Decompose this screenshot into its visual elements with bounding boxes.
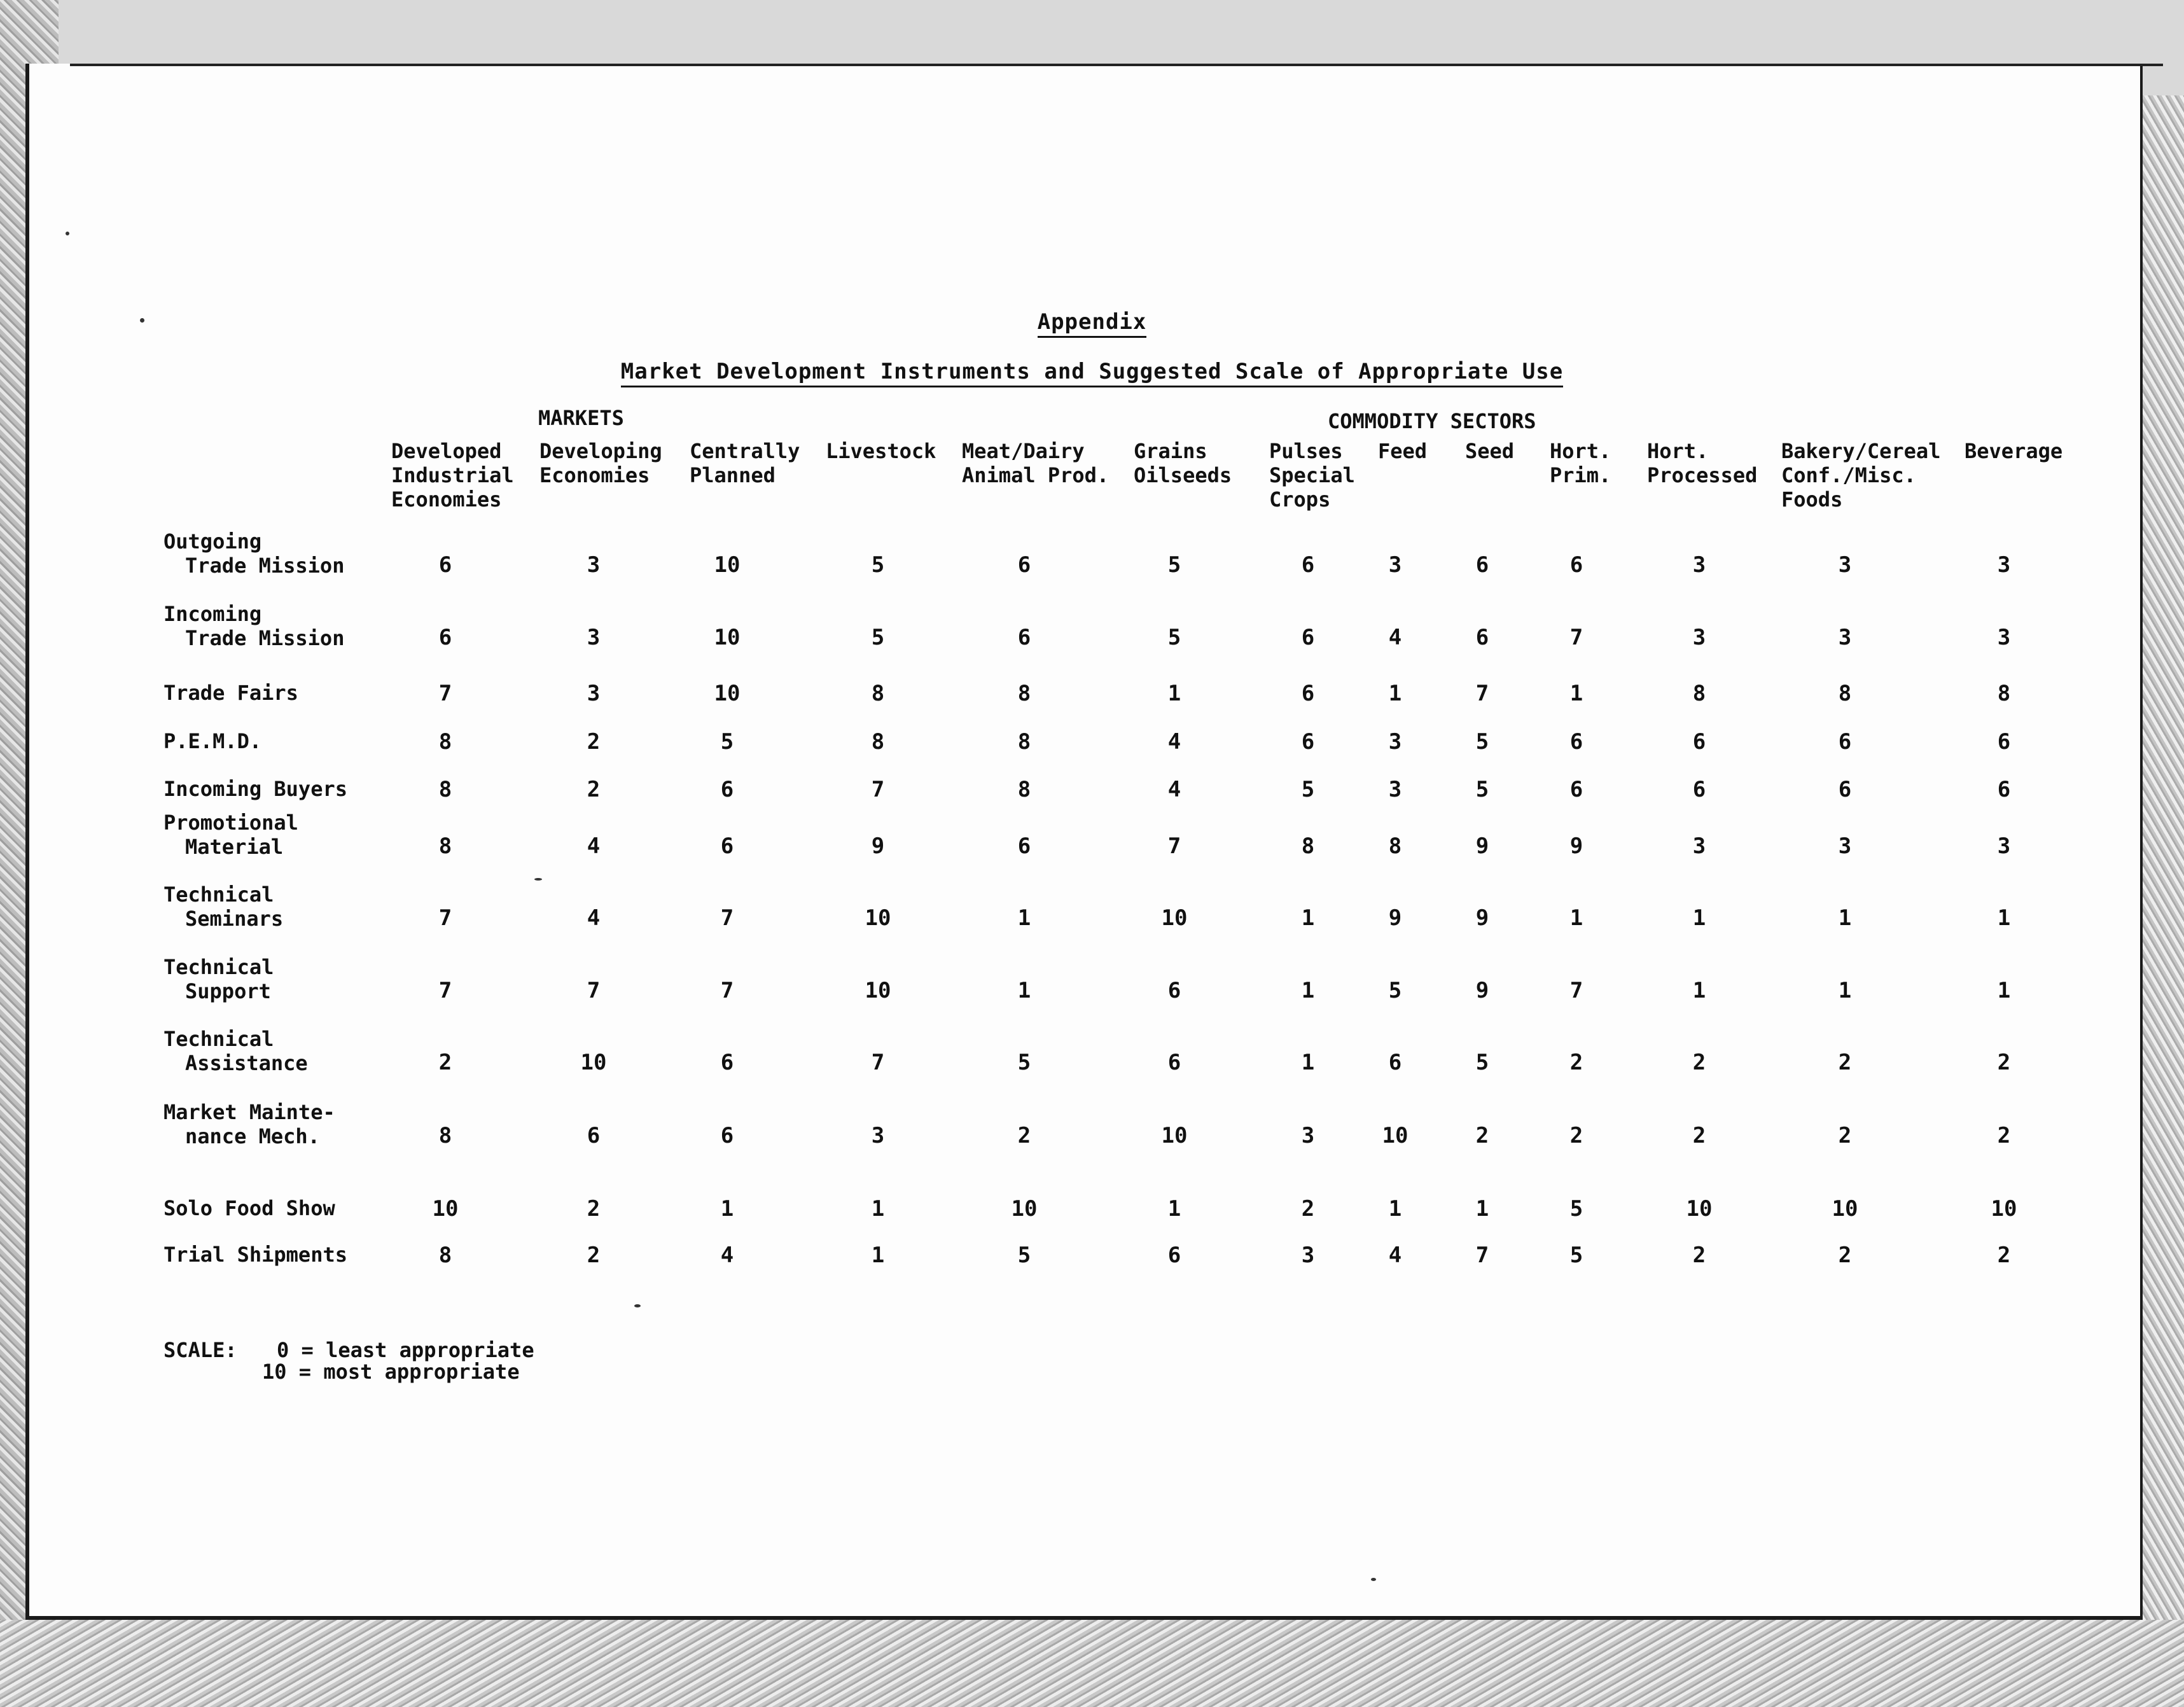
table-cell: 3 bbox=[1692, 625, 1706, 650]
column-header bbox=[1550, 439, 1611, 487]
row-label bbox=[163, 777, 347, 801]
table-cell: 3 bbox=[1997, 552, 2011, 578]
column-header-line: Prim. bbox=[1550, 463, 1611, 487]
table-cell: 5 bbox=[1475, 1050, 1489, 1075]
table-cell: 8 bbox=[1997, 681, 2011, 706]
table-cell: 7 bbox=[587, 978, 601, 1003]
column-header bbox=[1465, 439, 1514, 463]
table-cell: 1 bbox=[1569, 905, 1583, 931]
table-cell: 6 bbox=[1997, 729, 2011, 755]
page-title bbox=[0, 309, 2184, 335]
table-cell: 3 bbox=[1997, 833, 2011, 859]
table-cell: 9 bbox=[1388, 905, 1402, 931]
group-label-markets: MARKETS bbox=[538, 406, 624, 430]
table-cell: 3 bbox=[1301, 1123, 1315, 1148]
scan-speck bbox=[140, 318, 144, 323]
table-cell: 4 bbox=[587, 833, 601, 859]
table-cell: 3 bbox=[587, 681, 601, 706]
table-cell: 2 bbox=[1838, 1050, 1852, 1075]
table-cell: 8 bbox=[438, 777, 452, 802]
table-cell: 3 bbox=[1388, 729, 1402, 755]
table-cell: 6 bbox=[720, 1123, 734, 1148]
row-label-line: Trade Mission bbox=[185, 554, 345, 578]
row-label-line: Support bbox=[185, 979, 271, 1003]
table-cell: 1 bbox=[1017, 905, 1031, 931]
scan-speck bbox=[66, 232, 69, 235]
table-cell: 6 bbox=[1838, 777, 1852, 802]
table-cell: 10 bbox=[1161, 1123, 1188, 1148]
table-cell: 6 bbox=[1569, 729, 1583, 755]
column-header-line: Economies bbox=[539, 463, 650, 487]
table-cell: 1 bbox=[1301, 1050, 1315, 1075]
row-label-line: Assistance bbox=[185, 1051, 308, 1075]
page-title-text: Appendix bbox=[1038, 309, 1147, 338]
table-cell: 10 bbox=[714, 681, 741, 706]
table-cell: 6 bbox=[1017, 625, 1031, 650]
table-cell: 3 bbox=[1388, 552, 1402, 578]
table-cell: 1 bbox=[871, 1243, 885, 1268]
row-label bbox=[163, 529, 344, 578]
table-cell: 6 bbox=[1301, 681, 1315, 706]
table-cell: 6 bbox=[1017, 833, 1031, 859]
top-rule bbox=[70, 64, 2163, 66]
table-cell: 10 bbox=[865, 905, 891, 931]
table-cell: 2 bbox=[1692, 1050, 1706, 1075]
table-cell: 6 bbox=[720, 833, 734, 859]
table-cell: 2 bbox=[1301, 1196, 1315, 1222]
table-cell: 3 bbox=[1838, 833, 1852, 859]
table-cell: 10 bbox=[432, 1196, 459, 1222]
table-cell: 1 bbox=[1997, 905, 2011, 931]
column-header-line: Beverage bbox=[1965, 439, 2063, 463]
column-header-line: Crops bbox=[1269, 487, 1331, 512]
table-cell: 5 bbox=[1569, 1196, 1583, 1222]
row-label-line: Technical bbox=[163, 955, 274, 979]
table-cell: 7 bbox=[1167, 833, 1181, 859]
table-cell: 10 bbox=[714, 552, 741, 578]
group-label-commodity-sectors: COMMODITY SECTORS bbox=[1328, 409, 1536, 433]
row-label bbox=[163, 811, 298, 859]
table-cell: 1 bbox=[1475, 1196, 1489, 1222]
table-cell: 1 bbox=[1997, 978, 2011, 1003]
table-cell: 4 bbox=[587, 905, 601, 931]
table-cell: 2 bbox=[438, 1050, 452, 1075]
scan-speck bbox=[634, 1304, 641, 1307]
table-cell: 2 bbox=[587, 1196, 601, 1222]
table-cell: 2 bbox=[1569, 1123, 1583, 1148]
table-cell: 8 bbox=[1301, 833, 1315, 859]
row-label bbox=[163, 729, 261, 753]
table-cell: 7 bbox=[871, 1050, 885, 1075]
table-cell: 4 bbox=[1388, 1243, 1402, 1268]
row-label-line: Market Mainte- bbox=[163, 1100, 335, 1124]
table-cell: 10 bbox=[714, 625, 741, 650]
column-header-line: Developing bbox=[539, 439, 662, 463]
row-label-line: nance Mech. bbox=[185, 1124, 320, 1148]
table-cell: 9 bbox=[1475, 978, 1489, 1003]
table-cell: 5 bbox=[1167, 625, 1181, 650]
column-header-line: Planned bbox=[690, 463, 776, 487]
table-cell: 1 bbox=[1167, 681, 1181, 706]
row-label-line: Outgoing bbox=[163, 529, 262, 554]
table-cell: 3 bbox=[1301, 1243, 1315, 1268]
row-label-line: Incoming bbox=[163, 602, 262, 626]
column-header bbox=[1647, 439, 1757, 487]
table-cell: 6 bbox=[1569, 777, 1583, 802]
table-cell: 1 bbox=[1017, 978, 1031, 1003]
row-label bbox=[163, 882, 283, 931]
row-label bbox=[163, 1196, 335, 1220]
table-cell: 6 bbox=[720, 777, 734, 802]
table-cell: 7 bbox=[871, 777, 885, 802]
row-label-line: Material bbox=[185, 835, 284, 859]
table-cell: 7 bbox=[1475, 1243, 1489, 1268]
table-cell: 6 bbox=[720, 1050, 734, 1075]
table-cell: 5 bbox=[1569, 1243, 1583, 1268]
table-cell: 5 bbox=[1017, 1050, 1031, 1075]
table-cell: 3 bbox=[1388, 777, 1402, 802]
table-cell: 7 bbox=[438, 905, 452, 931]
row-label-line: Technical bbox=[163, 882, 274, 907]
table-cell: 3 bbox=[587, 552, 601, 578]
table-cell: 2 bbox=[1838, 1123, 1852, 1148]
table-cell: 2 bbox=[1569, 1050, 1583, 1075]
column-header-line: Centrally bbox=[690, 439, 800, 463]
column-header-line: Pulses bbox=[1269, 439, 1343, 463]
table-cell: 3 bbox=[587, 625, 601, 650]
table-cell: 7 bbox=[1475, 681, 1489, 706]
table-cell: 4 bbox=[1167, 777, 1181, 802]
table-cell: 6 bbox=[1167, 1243, 1181, 1268]
column-header bbox=[962, 439, 1109, 487]
row-label-line: Technical bbox=[163, 1027, 274, 1051]
table-cell: 8 bbox=[438, 729, 452, 755]
table-cell: 3 bbox=[1692, 552, 1706, 578]
column-header bbox=[690, 439, 800, 487]
table-cell: 8 bbox=[1017, 681, 1031, 706]
column-header-line: Conf./Misc. bbox=[1781, 463, 1916, 487]
row-label-line: Trial Shipments bbox=[163, 1243, 347, 1267]
table-cell: 2 bbox=[1997, 1050, 2011, 1075]
table-cell: 4 bbox=[1167, 729, 1181, 755]
row-label bbox=[163, 602, 344, 650]
table-cell: 2 bbox=[587, 1243, 601, 1268]
row-label bbox=[163, 1100, 335, 1148]
column-header-line: Economies bbox=[391, 487, 502, 512]
table-cell: 10 bbox=[1382, 1123, 1408, 1148]
table-cell: 7 bbox=[720, 905, 734, 931]
table-cell: 1 bbox=[871, 1196, 885, 1222]
table-cell: 6 bbox=[1692, 777, 1706, 802]
column-header bbox=[1134, 439, 1232, 487]
table-cell: 6 bbox=[1301, 729, 1315, 755]
column-header-line: Animal Prod. bbox=[962, 463, 1109, 487]
table-cell: 6 bbox=[1388, 1050, 1402, 1075]
table-cell: 5 bbox=[1017, 1243, 1031, 1268]
column-header bbox=[826, 439, 936, 463]
column-header bbox=[1965, 439, 2062, 463]
table-cell: 8 bbox=[438, 1123, 452, 1148]
column-header-line: Hort. bbox=[1647, 439, 1709, 463]
table-cell: 7 bbox=[1569, 978, 1583, 1003]
table-cell: 8 bbox=[871, 681, 885, 706]
table-cell: 2 bbox=[1692, 1243, 1706, 1268]
table-cell: 1 bbox=[1838, 905, 1852, 931]
table-cell: 5 bbox=[871, 552, 885, 578]
row-label bbox=[163, 955, 274, 1003]
column-header bbox=[1781, 439, 1940, 512]
table-cell: 10 bbox=[1161, 905, 1188, 931]
column-header bbox=[391, 439, 514, 512]
table-cell: 6 bbox=[1569, 552, 1583, 578]
table-cell: 8 bbox=[1692, 681, 1706, 706]
table-cell: 2 bbox=[1997, 1123, 2011, 1148]
table-cell: 3 bbox=[871, 1123, 885, 1148]
table-cell: 3 bbox=[1838, 625, 1852, 650]
table-cell: 5 bbox=[1475, 777, 1489, 802]
row-label bbox=[163, 1027, 308, 1075]
column-header-line: Grains bbox=[1134, 439, 1207, 463]
table-cell: 10 bbox=[1832, 1196, 1858, 1222]
table-cell: 9 bbox=[1475, 833, 1489, 859]
table-cell: 8 bbox=[1838, 681, 1852, 706]
table-cell: 6 bbox=[1301, 552, 1315, 578]
table-cell: 10 bbox=[580, 1050, 607, 1075]
table-cell: 5 bbox=[871, 625, 885, 650]
column-header-line: Livestock bbox=[826, 439, 936, 463]
row-label-line: Seminars bbox=[185, 907, 284, 931]
row-label-line: P.E.M.D. bbox=[163, 729, 262, 753]
table-cell: 5 bbox=[1167, 552, 1181, 578]
table-cell: 6 bbox=[438, 552, 452, 578]
table-cell: 1 bbox=[1301, 978, 1315, 1003]
row-label-line: Solo Food Show bbox=[163, 1196, 335, 1220]
table-cell: 5 bbox=[720, 729, 734, 755]
column-header-line: Developed bbox=[391, 439, 502, 463]
table-cell: 2 bbox=[1838, 1243, 1852, 1268]
column-header bbox=[1378, 439, 1427, 463]
column-header-line: Bakery/Cereal bbox=[1781, 439, 1941, 463]
table-cell: 1 bbox=[1388, 681, 1402, 706]
table-cell: 7 bbox=[720, 978, 734, 1003]
table-cell: 1 bbox=[1569, 681, 1583, 706]
table-cell: 7 bbox=[438, 978, 452, 1003]
table-cell: 2 bbox=[1017, 1123, 1031, 1148]
table-cell: 6 bbox=[1475, 552, 1489, 578]
table-cell: 6 bbox=[587, 1123, 601, 1148]
row-label-line: Trade Mission bbox=[185, 626, 345, 650]
table-cell: 8 bbox=[1388, 833, 1402, 859]
table-cell: 9 bbox=[1475, 905, 1489, 931]
column-header bbox=[539, 439, 662, 487]
table-cell: 2 bbox=[1692, 1123, 1706, 1148]
scale-key: SCALE: bbox=[163, 1338, 237, 1362]
table-cell: 10 bbox=[1011, 1196, 1038, 1222]
row-label-line: Trade Fairs bbox=[163, 681, 298, 705]
table-cell: 2 bbox=[587, 777, 601, 802]
column-header bbox=[1269, 439, 1355, 512]
column-header-line: Meat/Dairy bbox=[962, 439, 1085, 463]
table-cell: 10 bbox=[1686, 1196, 1713, 1222]
table-cell: 10 bbox=[1991, 1196, 2017, 1222]
column-header-line: Seed bbox=[1465, 439, 1515, 463]
column-header-line: Feed bbox=[1378, 439, 1428, 463]
table-cell: 1 bbox=[1692, 978, 1706, 1003]
table-cell: 10 bbox=[865, 978, 891, 1003]
table-cell: 1 bbox=[1838, 978, 1852, 1003]
table-cell: 8 bbox=[1017, 777, 1031, 802]
row-label-line: Promotional bbox=[163, 811, 298, 835]
table-cell: 2 bbox=[1997, 1243, 2011, 1268]
table-cell: 5 bbox=[1388, 978, 1402, 1003]
page-subtitle bbox=[0, 359, 2184, 384]
column-header-line: Processed bbox=[1647, 463, 1758, 487]
table-cell: 6 bbox=[1692, 729, 1706, 755]
table-cell: 3 bbox=[1692, 833, 1706, 859]
table-cell: 7 bbox=[1569, 625, 1583, 650]
table-cell: 6 bbox=[1997, 777, 2011, 802]
column-header-line: Foods bbox=[1781, 487, 1843, 512]
table-cell: 9 bbox=[871, 833, 885, 859]
table-cell: 1 bbox=[1388, 1196, 1402, 1222]
table-cell: 8 bbox=[871, 729, 885, 755]
scan-edge-bottom bbox=[0, 1620, 2184, 1707]
table-cell: 8 bbox=[1017, 729, 1031, 755]
column-header-line: Special bbox=[1269, 463, 1355, 487]
table-cell: 8 bbox=[438, 833, 452, 859]
table-cell: 2 bbox=[1475, 1123, 1489, 1148]
table-cell: 4 bbox=[720, 1243, 734, 1268]
scan-speck bbox=[534, 878, 542, 881]
table-cell: 6 bbox=[1017, 552, 1031, 578]
table-cell: 1 bbox=[1692, 905, 1706, 931]
table-cell: 2 bbox=[587, 729, 601, 755]
table-cell: 6 bbox=[1838, 729, 1852, 755]
table-cell: 3 bbox=[1997, 625, 2011, 650]
column-header-line: Oilseeds bbox=[1134, 463, 1232, 487]
row-label bbox=[163, 681, 298, 705]
table-cell: 7 bbox=[438, 681, 452, 706]
table-cell: 1 bbox=[1167, 1196, 1181, 1222]
table-cell: 6 bbox=[1475, 625, 1489, 650]
table-cell: 5 bbox=[1301, 777, 1315, 802]
column-header-line: Hort. bbox=[1550, 439, 1611, 463]
table-cell: 8 bbox=[438, 1243, 452, 1268]
page-subtitle-text: Market Development Instruments and Suggested Scale of Appropriate Use bbox=[621, 359, 1563, 387]
table-cell: 1 bbox=[1301, 905, 1315, 931]
table-cell: 3 bbox=[1838, 552, 1852, 578]
row-label-line: Incoming Buyers bbox=[163, 777, 347, 801]
scale-max: 10 = most appropriate bbox=[262, 1360, 520, 1384]
table-cell: 6 bbox=[1167, 978, 1181, 1003]
table-cell: 1 bbox=[720, 1196, 734, 1222]
table-cell: 6 bbox=[1301, 625, 1315, 650]
scale-min: 0 = least appropriate bbox=[277, 1338, 534, 1362]
table-cell: 5 bbox=[1475, 729, 1489, 755]
table-cell: 9 bbox=[1569, 833, 1583, 859]
scan-speck bbox=[1371, 1578, 1376, 1581]
table-cell: 4 bbox=[1388, 625, 1402, 650]
row-label bbox=[163, 1243, 347, 1267]
column-header-line: Industrial bbox=[391, 463, 514, 487]
table-cell: 6 bbox=[438, 625, 452, 650]
table-cell: 6 bbox=[1167, 1050, 1181, 1075]
